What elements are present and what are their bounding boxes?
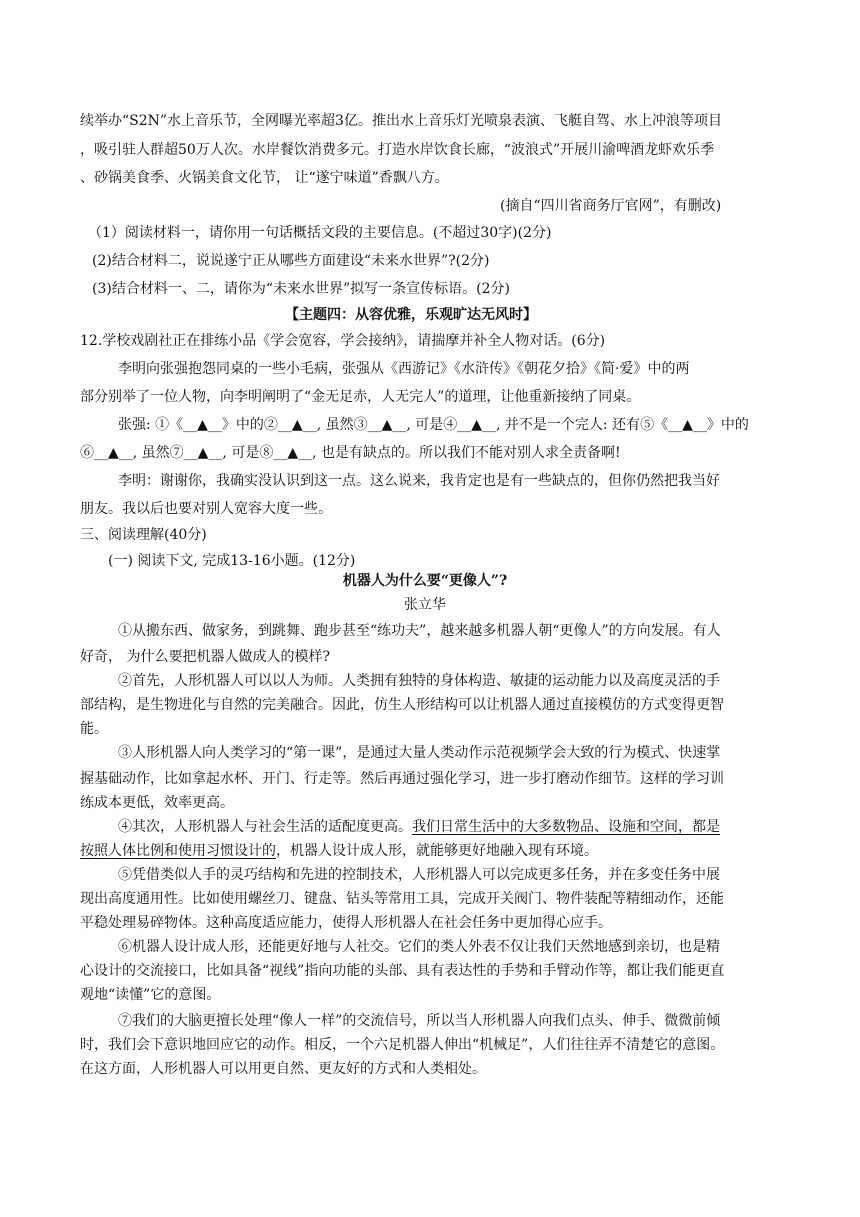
text-line [80, 841, 598, 861]
text-line: 观地“读懂”它的意图。 [80, 987, 221, 1003]
text-line: 能。 [80, 721, 108, 737]
text-line: ⑤凭借类似人手的灵巧结构和先进的控制技术，人形机器人可以完成更多任务，并在多变任务中展 [118, 867, 720, 883]
text-line: ⑦我们的大脑更擅长处理“像人一样”的交流信号，所以当人形机器人向我们点头、伸手、微微前倾 [118, 1013, 721, 1029]
text-line: ③人形机器人向人类学习的“第一课”，是通过大量人类动作示范视频学会大致的行为模式、快速掌 [118, 745, 721, 761]
text-line: 续举办“S2N”水上音乐节，全网曝光率超3亿。推出水上音乐灯光喷泉表演、飞艇自驾、水上冲浪等项目 [80, 113, 722, 129]
text-line: 李明向张强抱怨同桌的一些小毛病，张强从《西游记》《水浒传》《朝花夕拾》《简·爱》中的两 [118, 361, 690, 377]
text-segment: ④其次，人形机器人与社会生活的适配度更高。 [118, 819, 412, 835]
text-line [118, 817, 720, 837]
section-heading: 三、阅读理解(40分) [80, 527, 207, 543]
text-line: 现出高度通用性。比如使用螺丝刀、键盘、钻头等常用工具，完成开关阀门、物件装配等精细动作，还能 [80, 891, 724, 907]
underlined-sentence: 按照人体比例和使用习惯设计的 [80, 843, 276, 859]
theme-heading: 【主题四：从容优雅，乐观旷达无风时】 [285, 307, 537, 323]
text-line: 平稳处理易碎物体。这种高度适应能力，使得人形机器人在社会任务中更加得心应手。 [80, 915, 612, 931]
text-line: ⑥机器人设计成人形，还能更好地与人社交。它们的类人外表不仅让我们天然地感到亲切，也是精 [118, 939, 720, 955]
article-author: 张立华 [404, 597, 446, 613]
text-line: 部分别举了一位人物，向李明阐明了“金无足赤，人无完人”的道理，让他重新接纳了同桌。 [80, 389, 641, 405]
text-line: ⑥__▲__, 虽然⑦__▲__, 可是⑧__▲__, 也是有缺点的。所以我们不能对别人求全责备啊! [80, 445, 621, 461]
text-line: 握基础动作，比如拿起水杯、开门、行走等。然后再通过强化学习，进一步打磨动作细节。这样的学习训 [80, 771, 724, 787]
text-line: ，吸引驻人群超50万人次。水岸餐饮消费多元。打造水岸饮食长廊，“波浪式”开展川渝啤酒龙虾欢乐季 [80, 142, 715, 158]
text-line: 时，我们会下意识地回应它的动作。相反，一个六足机器人伸出“机械足”，人们往往弄不清楚它的意图。 [80, 1037, 725, 1053]
text-segment: ，机器人设计成人形，就能够更好地融入现有环境。 [276, 843, 598, 859]
subsection-heading: (一) 阅读下文, 完成13-16小题。(12分) [108, 553, 356, 569]
question-item: (3)结合材料一、二，请你为“未来水世界”拟写一条宣传标语。(2分) [92, 281, 510, 297]
source-note: (摘自“四川省商务厅官网”，有删改) [500, 198, 722, 214]
text-line: 心设计的交流接口，比如具备“视线”指向功能的头部、具有表达性的手势和手臂动作等，都让我们能更直 [80, 963, 725, 979]
text-line: 张强: ①《__▲__》中的②__▲__, 虽然③__▲__, 可是④__▲__, 并不是一个完人: 还有⑤《__▲__》中的 [118, 417, 749, 433]
underlined-sentence: 我们日常生活中的大多数物品、设施和空间，都是 [412, 819, 720, 835]
text-line: 在这方面，人形机器人可以用更自然、更友好的方式和人类相处。 [80, 1061, 486, 1077]
text-line: 李明：谢谢你，我确实没认识到这一点。这么说来，我肯定也是有一些缺点的，但你仍然把我当好 [118, 473, 720, 489]
question-item: （1）阅读材料一，请你用一句话概括文段的主要信息。(不超过30字)(2分) [88, 225, 552, 241]
article-title: 机器人为什么要“更像人”? [342, 573, 508, 589]
question-item: (2)结合材料二，说说遂宁正从哪些方面建设“未来水世界”?(2分) [92, 253, 490, 269]
question-12-title: 12.学校戏剧社正在排练小品《学会宽容，学会接纳》，请揣摩并补全人物对话。(6分) [80, 333, 606, 349]
text-line: 部结构，是生物进化与自然的完美融合。因此，仿生人形结构可以让机器人通过直接模仿的方式变得更智 [80, 697, 724, 713]
text-line: 好奇， 为什么要把机器人做成人的模样? [80, 649, 330, 665]
text-line: 练成本更低，效率更高。 [80, 795, 234, 811]
text-line: 朋友。我以后也要对别人宽容大度一些。 [80, 501, 332, 517]
text-line: ②首先，人形机器人可以以人为师。人类拥有独特的身体构造、敏捷的运动能力以及高度灵活的手 [118, 673, 720, 689]
text-line: 、砂锅美食季、火锅美食文化节， 让“遂宁味道”香飘八方。 [80, 170, 449, 186]
text-line: ①从搬东西、做家务，到跳舞、跑步甚至“练功夫”，越来越多机器人朝“更像人”的方向发展。有人 [118, 623, 721, 639]
